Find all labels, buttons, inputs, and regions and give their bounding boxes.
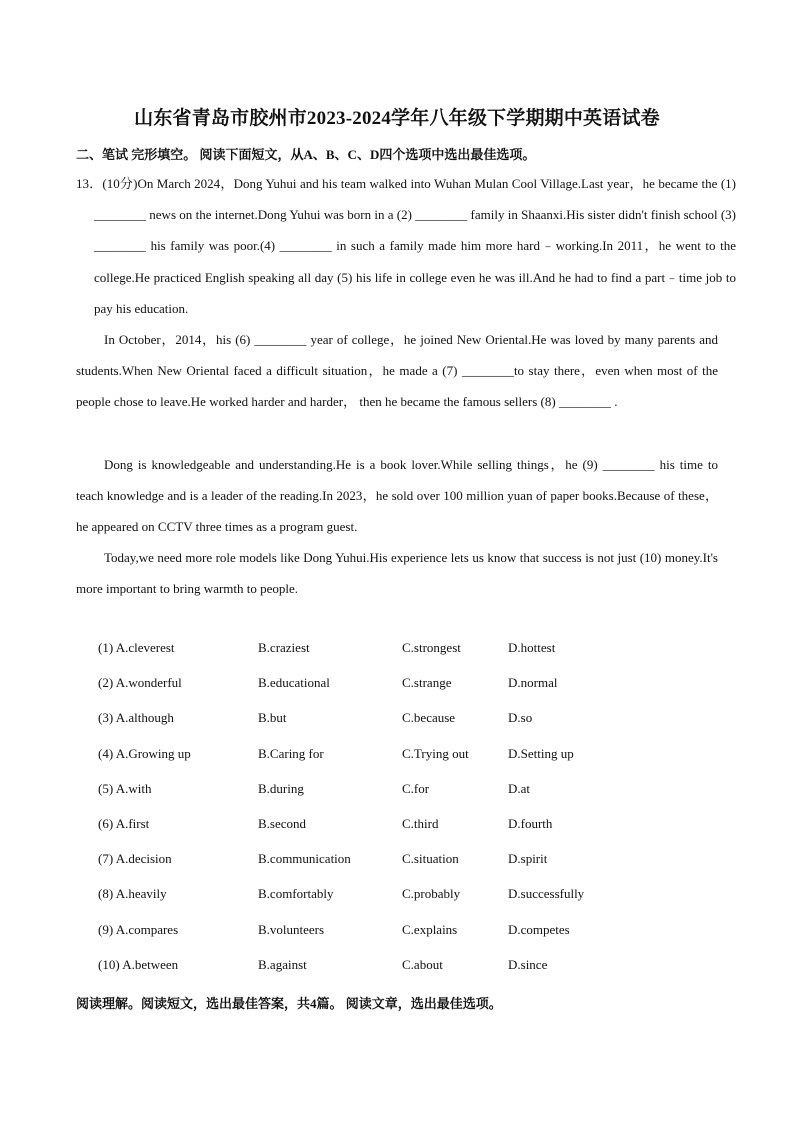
option-c: C.because <box>402 710 456 726</box>
page-title: 山东省青岛市胶州市2023-2024学年八年级下学期期中英语试卷 <box>134 108 660 129</box>
option-b: B.during <box>258 780 304 796</box>
option-b: B.but <box>258 710 287 726</box>
passage-paragraph-2: In October，2014，his (6) ________ year of college，he joined New Oriental.He was loved by many parents and students.When New Oriental faced a difficult situation，he made a (7) ________to stay there，even when most of the people chose to leave.He worked harder and harder， then he became the famous sellers (8) ________ . <box>76 332 718 410</box>
option-b: B.against <box>258 956 307 972</box>
option-d: D.competes <box>508 921 570 937</box>
option-row <box>98 675 698 710</box>
option-d: D.at <box>508 780 531 796</box>
option-row <box>98 640 698 675</box>
option-b: B.second <box>258 815 307 831</box>
option-a: (3) A.although <box>98 710 174 726</box>
option-c: C.Trying out <box>402 745 469 761</box>
option-c: C.about <box>402 956 443 972</box>
option-a: (9) A.compares <box>98 921 179 937</box>
option-a: (8) A.heavily <box>98 886 167 902</box>
option-row <box>98 781 698 816</box>
option-row <box>98 710 698 745</box>
option-b: B.comfortably <box>258 886 334 902</box>
option-c: C.explains <box>402 921 458 937</box>
section-heading: 二、笔试 完形填空。 阅读下面短文，从A、B、C、D四个选项中选出最佳选项。 <box>76 147 536 162</box>
option-c: C.third <box>402 815 439 831</box>
option-d: D.fourth <box>508 815 553 831</box>
answer-options <box>98 640 698 992</box>
option-b: B.Caring for <box>258 745 324 761</box>
option-d: D.spirit <box>508 851 548 867</box>
option-a: (10) A.between <box>98 956 179 972</box>
option-row <box>98 746 698 781</box>
passage-paragraph-4: Today,we need more role models like Dong Yuhui.His experience lets us know that success is not just (10) money.It's more important to bring warmth to people. <box>76 550 718 597</box>
option-a: (4) A.Growing up <box>98 745 191 761</box>
option-b: B.volunteers <box>258 921 325 937</box>
option-a: (5) A.with <box>98 780 152 796</box>
option-d: D.since <box>508 956 548 972</box>
option-row <box>98 957 698 992</box>
option-a: (7) A.decision <box>98 851 172 867</box>
option-d: D.normal <box>508 675 558 691</box>
option-a: (2) A.wonderful <box>98 675 182 691</box>
option-b: B.craziest <box>258 640 310 655</box>
option-row <box>98 816 698 851</box>
option-c: C.strongest <box>402 640 461 655</box>
passage-paragraph-1: 13．(10分)On March 2024，Dong Yuhui and his team walked into Wuhan Mulan Cool Village.Last year，he became the (1) ________ news on the internet.Dong Yuhui was born in a (2) ________ family in Shaanxi.His sister didn't finish school (3) ________ his family was poor.(4) ________ in such a family made him more hard﹣working.In 2011，he went to the college.He practiced English speaking all day (5) his life in college even he was ill.And he had to find a part﹣time job to pay his education. <box>76 176 736 316</box>
option-d: D.Setting up <box>508 745 574 761</box>
option-c: C.for <box>402 780 430 796</box>
option-c: C.strange <box>402 675 452 691</box>
reading-section-heading: 阅读理解。阅读短文，选出最佳答案，共4篇。 阅读文章，选出最佳选项。 <box>76 996 502 1011</box>
option-d: D.hottest <box>508 640 556 655</box>
passage-paragraph-3: Dong is knowledgeable and understanding.He is a book lover.While selling things，he (9) ________ his time to teach knowledge and is a leader of the reading.In 2023，he sold over 100 million yuan of paper books.Because of these，he appeared on CCTV three times as a program guest. <box>76 457 718 535</box>
option-row <box>98 851 698 886</box>
option-a: (1) A.cleverest <box>98 640 175 655</box>
option-c: C.probably <box>402 886 461 902</box>
option-a: (6) A.first <box>98 815 150 831</box>
option-row <box>98 886 698 921</box>
option-b: B.educational <box>258 675 330 691</box>
option-c: C.situation <box>402 851 459 867</box>
option-d: D.successfully <box>508 886 585 902</box>
option-b: B.communication <box>258 851 351 867</box>
option-d: D.so <box>508 710 533 726</box>
option-row <box>98 922 698 957</box>
